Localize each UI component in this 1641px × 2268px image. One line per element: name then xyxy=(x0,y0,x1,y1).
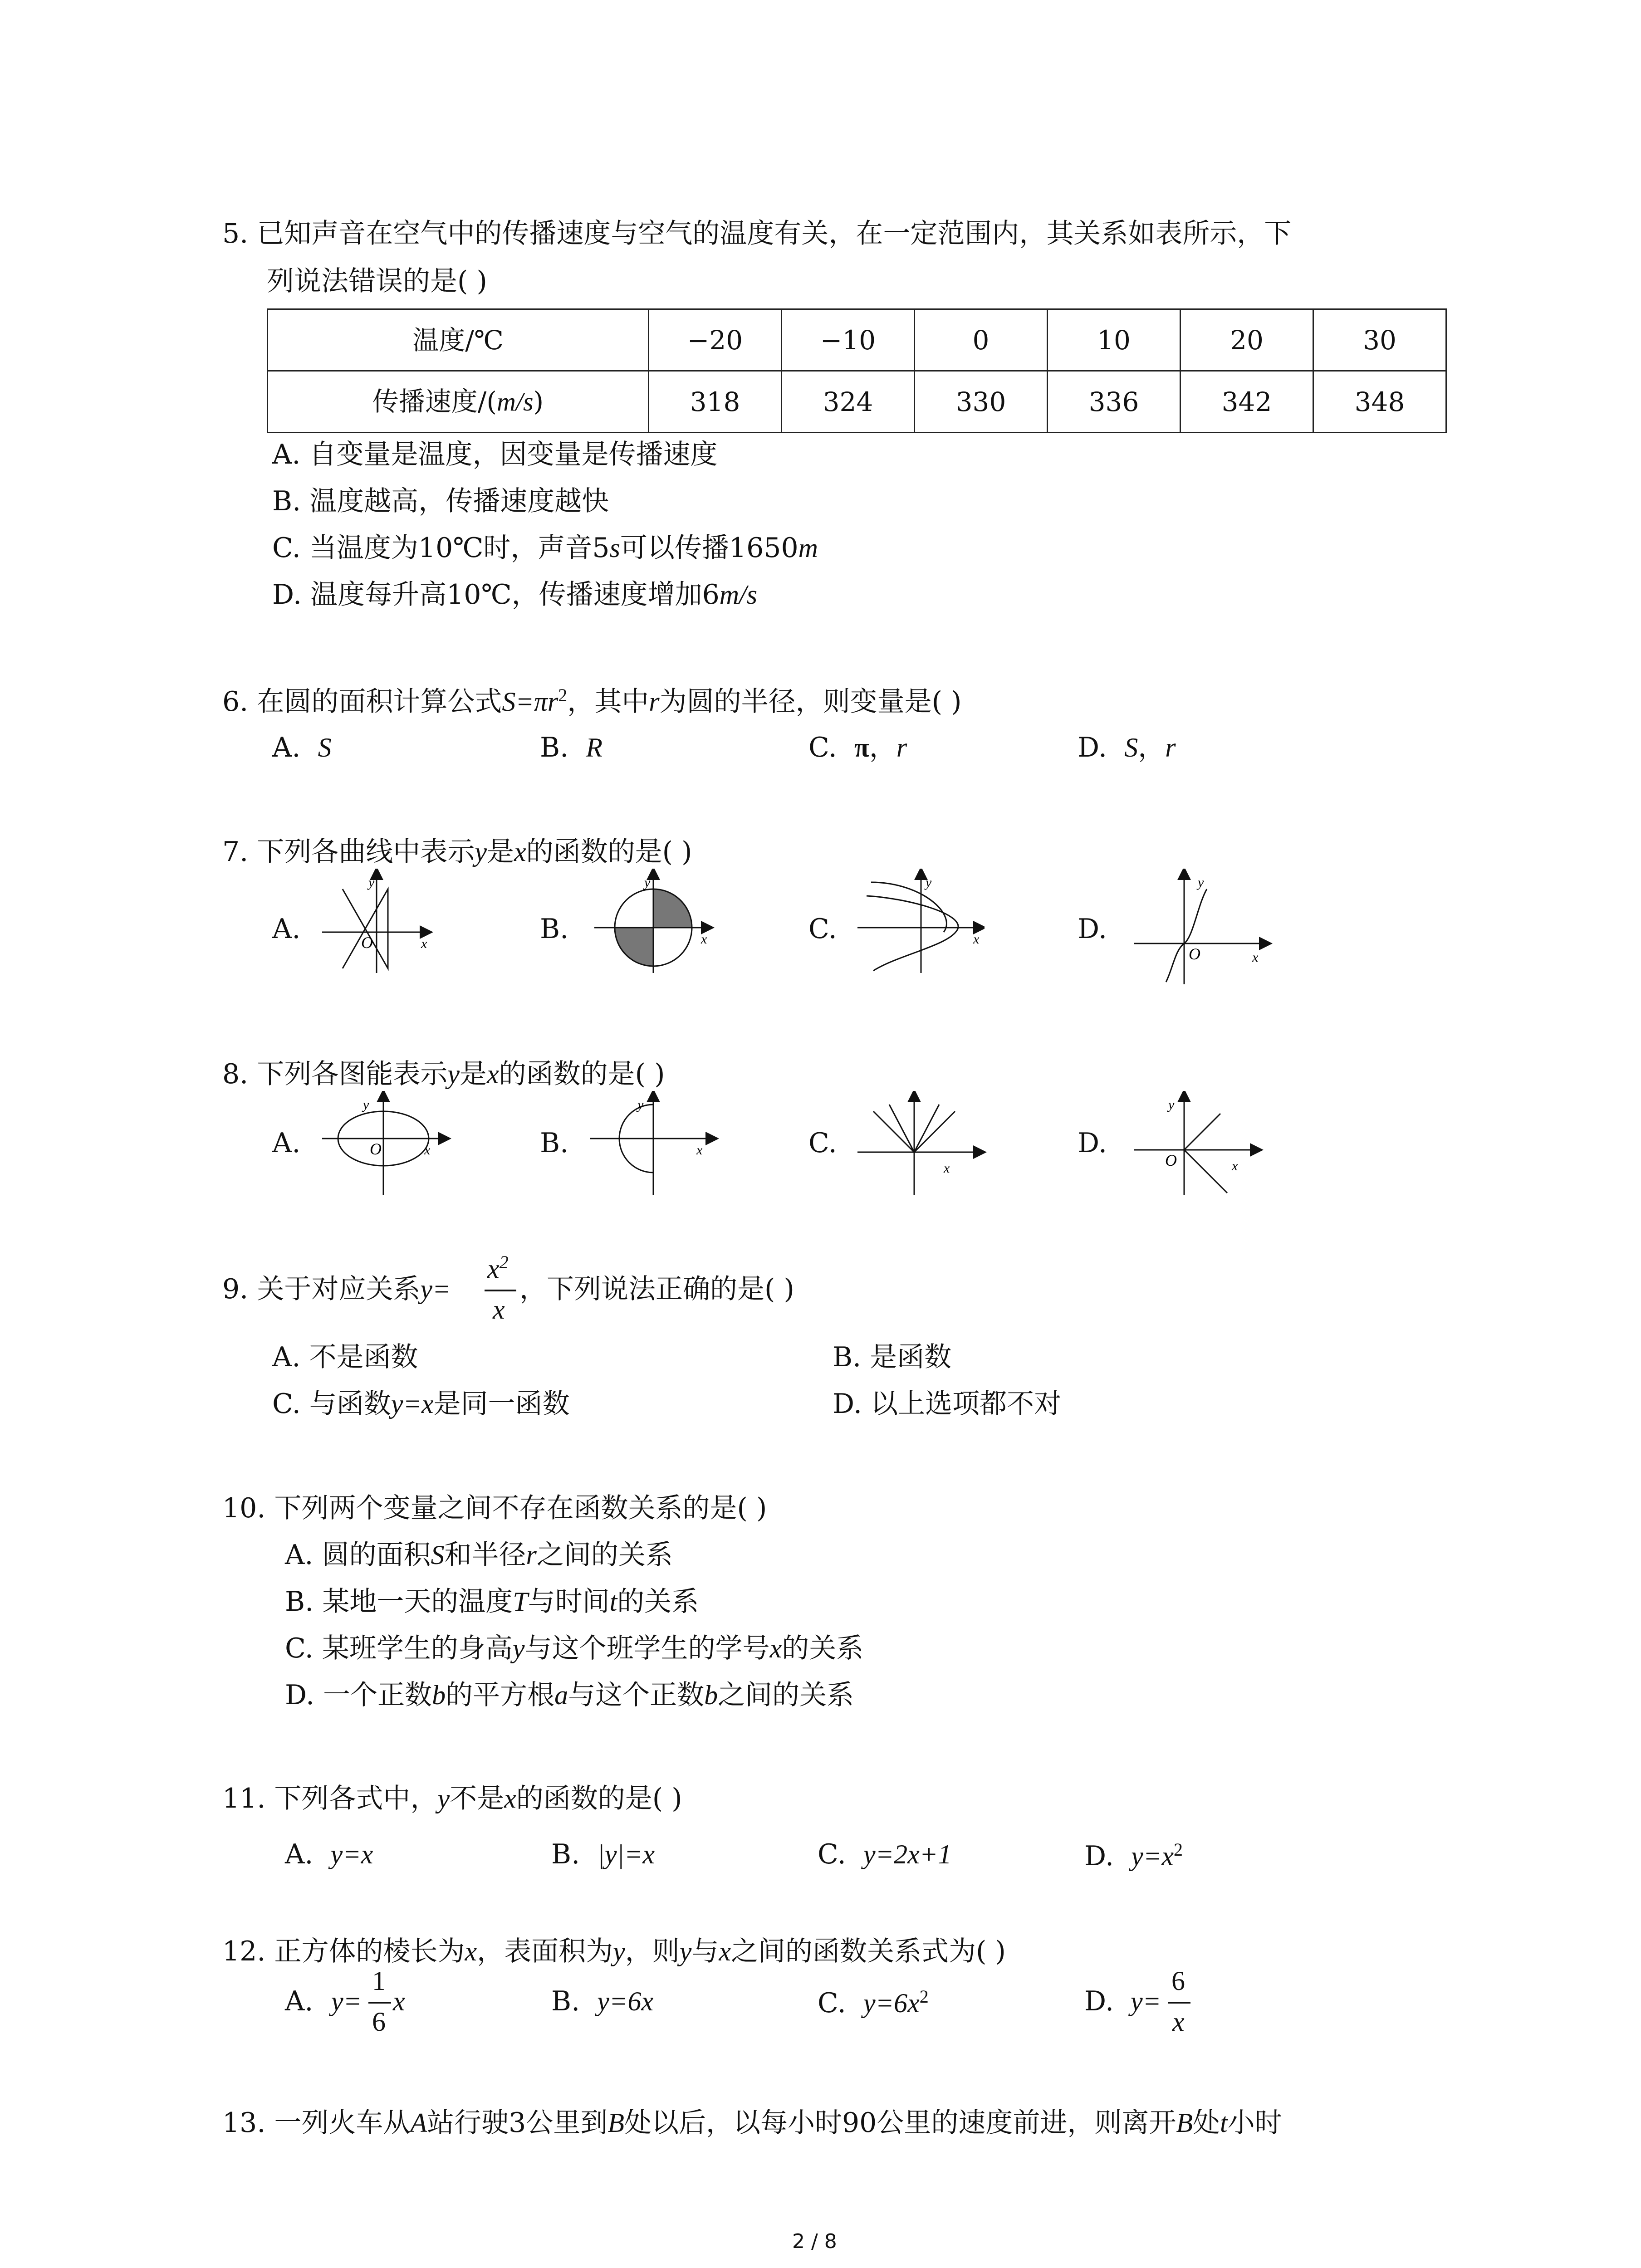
q6-option-d: D. S，r xyxy=(1078,732,1176,763)
q12-option-d-pre: y= xyxy=(1131,1986,1161,2016)
q12-option-b: B. y=6x xyxy=(551,1985,654,2017)
q7-label-c: C. xyxy=(808,913,837,945)
q11-option-d: D. $y=x^2$ xyxy=(1084,1839,1183,1872)
table-header-speed: 传播速度/(m/s) xyxy=(268,371,649,433)
q5-option-b: B. 温度越高，传播速度越快 xyxy=(272,485,609,517)
page-number: 2 / 8 xyxy=(792,2230,837,2253)
q10-option-c: C. 某班学生的身高y与这个班学生的学号x的关系 xyxy=(285,1633,864,1664)
q9-fraction: $x^2$ x xyxy=(485,1245,516,1327)
table-header-temp: 温度/℃ xyxy=(268,309,649,371)
table-row xyxy=(268,371,1446,433)
axis-label-y: y xyxy=(926,875,932,890)
q12-option-a-post: x xyxy=(393,1986,405,2016)
table-cell: 330 xyxy=(915,371,1048,433)
q10-option-d: D. 一个正数b的平方根a与这个正数b之间的关系 xyxy=(285,1679,854,1711)
q5-option-a: A. 自变量是温度，因变量是传播速度 xyxy=(272,439,718,470)
q12-option-a-pre: y= xyxy=(331,1986,362,2016)
q13-stem: 13. 一列火车从A站行驶3公里到B处以后，以每小时90公里的速度前进，则离开B处t小时 xyxy=(222,2107,1282,2139)
q8-label-d: D. xyxy=(1078,1127,1107,1159)
q9-option-b: B. 是函数 xyxy=(833,1341,952,1373)
q9-stem-a: 9. 关于对应关系y= xyxy=(222,1273,451,1305)
table-cell: 30 xyxy=(1313,309,1446,371)
origin-label: O xyxy=(370,1140,382,1158)
q6-stem: 6. 在圆的面积计算公式$S=\pi r^2$，其中r为圆的半径，则变量是( ) xyxy=(222,685,962,718)
table-cell: 342 xyxy=(1181,371,1313,433)
q12-stem: 12. 正方体的棱长为x，表面积为y，则y与x之间的函数关系式为( ) xyxy=(222,1936,1006,1967)
axis-label-y: y xyxy=(637,1097,644,1112)
q6-option-c: C. π，r xyxy=(808,732,907,763)
q5-stem-line1: 5. 已知声音在空气中的传播速度与空气的温度有关，在一定范围内，其关系如表所示，下 xyxy=(222,218,1292,249)
origin-label: O xyxy=(1189,945,1200,963)
table-cell: 324 xyxy=(782,371,915,433)
q7-label-a: A. xyxy=(272,913,301,945)
q11-stem: 11. 下列各式中，y不是x的函数的是( ) xyxy=(222,1783,682,1814)
q6-option-a: A. S xyxy=(272,732,332,763)
axis-label-y: y xyxy=(644,875,651,890)
q8-label-b: B. xyxy=(540,1127,569,1159)
q6-option-b: B. R xyxy=(540,732,603,763)
axis-label-x: x xyxy=(424,1143,431,1158)
q8-graph-d xyxy=(1130,1091,1266,1200)
origin-label: O xyxy=(1165,1151,1177,1169)
q5-option-d: D. 温度每升高10℃，传播速度增加6m/s xyxy=(272,579,758,611)
q7-graph-d xyxy=(1130,869,1275,987)
axis-label-y: y xyxy=(1198,875,1204,890)
axis-label-x: x xyxy=(973,932,980,947)
q10-stem: 10. 下列两个变量之间不存在函数关系的是( ) xyxy=(222,1492,767,1524)
q8-graph-b xyxy=(585,1091,721,1200)
q5-stem-line2: 列说法错误的是( ) xyxy=(267,265,487,297)
q9-stem-b: ，下列说法正确的是( ) xyxy=(519,1273,794,1305)
table-cell: −10 xyxy=(782,309,915,371)
axis-label-y: y xyxy=(363,1097,369,1112)
q5-option-c: C. 当温度为10℃时，声音5s可以传播1650m xyxy=(272,532,818,564)
q5-speed-table xyxy=(267,308,1447,433)
axis-label-x: x xyxy=(701,932,707,947)
q11-option-b: B. |y|=x xyxy=(551,1838,655,1870)
q8-label-c: C. xyxy=(808,1127,837,1159)
axis-label-x: x xyxy=(421,936,427,951)
q8-graph-c xyxy=(853,1091,989,1200)
axis-label-y: y xyxy=(1168,1097,1175,1112)
table-cell: 0 xyxy=(915,309,1048,371)
q11-option-a: A. y=x xyxy=(285,1838,373,1870)
q7-graph-c xyxy=(853,869,985,978)
q12-option-a-label: A. xyxy=(285,1985,314,2017)
q7-graph-a xyxy=(318,869,436,978)
q10-option-b: B. 某地一天的温度T与时间t的关系 xyxy=(285,1586,699,1618)
q9-option-a: A. 不是函数 xyxy=(272,1341,418,1373)
axis-label-x: x xyxy=(1252,950,1259,965)
q7-label-d: D. xyxy=(1078,913,1107,945)
q8-label-a: A. xyxy=(272,1127,301,1159)
table-cell: 10 xyxy=(1048,309,1181,371)
q10-option-a: A. 圆的面积S和半径r之间的关系 xyxy=(285,1539,673,1571)
table-cell: 336 xyxy=(1048,371,1181,433)
q11-option-c: C. y=2x+1 xyxy=(818,1838,952,1870)
q12-option-a-fraction: 1 6 xyxy=(368,1957,391,2039)
table-cell: 20 xyxy=(1181,309,1313,371)
q7-stem: 7. 下列各曲线中表示y是x的函数的是( ) xyxy=(222,836,692,868)
q12-option-d-label: D. xyxy=(1084,1985,1114,2017)
table-row xyxy=(268,309,1446,371)
axis-label-x: x xyxy=(944,1161,950,1176)
q8-graph-a xyxy=(318,1091,454,1200)
table-cell: −20 xyxy=(649,309,782,371)
table-cell: 348 xyxy=(1313,371,1446,433)
q7-graph-b xyxy=(585,869,717,978)
axis-label-x: x xyxy=(1232,1158,1238,1173)
q7-label-b: B. xyxy=(540,913,569,945)
q12-option-d-fraction: 6 x xyxy=(1168,1957,1190,2039)
axis-label-x: x xyxy=(696,1143,703,1158)
table-cell: 318 xyxy=(649,371,782,433)
q8-stem: 8. 下列各图能表示y是x的函数的是( ) xyxy=(222,1058,665,1090)
q12-option-c: C. $y=6x^2$ xyxy=(818,1986,929,2019)
q9-option-c: C. 与函数y=x是同一函数 xyxy=(272,1388,570,1420)
axis-label-y: y xyxy=(368,875,375,890)
origin-label: O xyxy=(361,934,373,952)
q9-option-d: D. 以上选项都不对 xyxy=(833,1388,1062,1420)
